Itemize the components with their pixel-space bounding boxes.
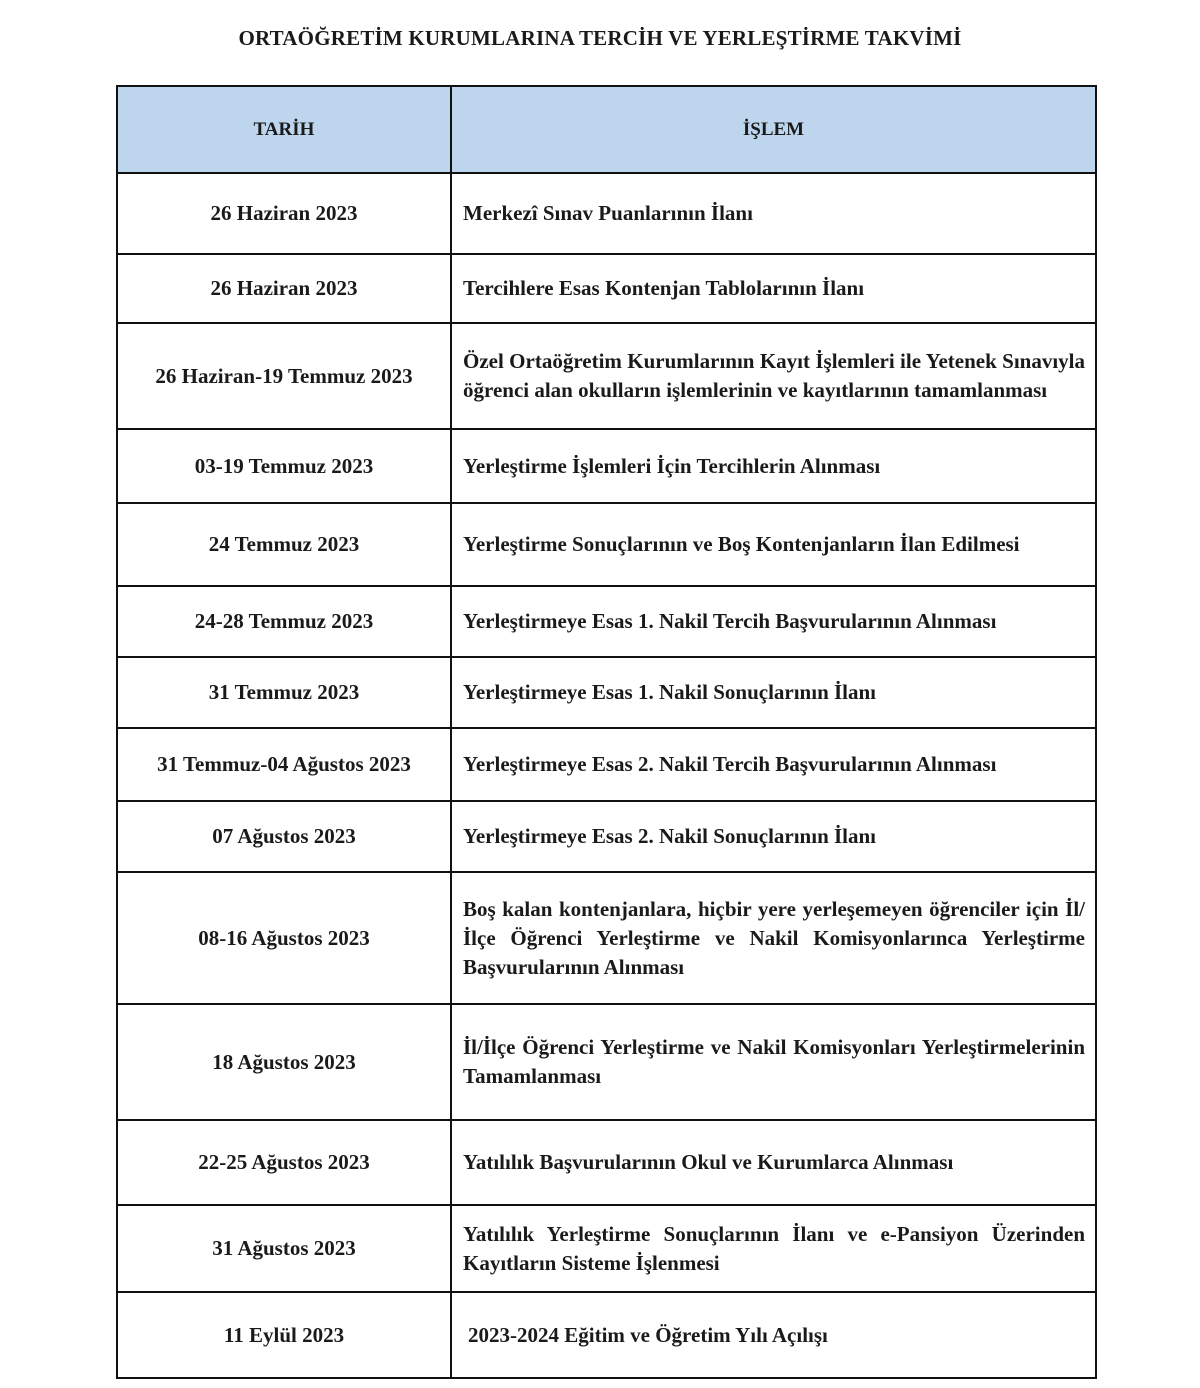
- table-row: [117, 1004, 1096, 1120]
- row-date: 03-19 Temmuz 2023: [117, 429, 451, 503]
- row-date: 31 Ağustos 2023: [117, 1205, 451, 1292]
- row-date: 26 Haziran 2023: [117, 173, 451, 254]
- table-row: [117, 586, 1096, 657]
- row-date: 18 Ağustos 2023: [117, 1004, 451, 1120]
- row-operation: Yatılılık Yerleştirme Sonuçlarının İlanı ve e-Pansiyon Üzerinden Kayıtların Sisteme İşlenmesi: [451, 1205, 1096, 1292]
- table-row: [117, 254, 1096, 323]
- row-date: 07 Ağustos 2023: [117, 801, 451, 872]
- row-date: 11 Eylül 2023: [117, 1292, 451, 1378]
- row-operation: Özel Ortaöğretim Kurumlarının Kayıt İşlemleri ile Yetenek Sınavıyla öğrenci alan okulların işlemlerinin ve kayıtlarının tamamlanması: [451, 323, 1096, 429]
- schedule-table: [116, 85, 1097, 1379]
- row-operation: Merkezî Sınav Puanlarının İlanı: [451, 173, 1096, 254]
- row-date: 31 Temmuz-04 Ağustos 2023: [117, 728, 451, 801]
- row-operation: Yatılılık Başvurularının Okul ve Kurumlarca Alınması: [451, 1120, 1096, 1205]
- row-operation: Yerleştirmeye Esas 2. Nakil Sonuçlarının İlanı: [451, 801, 1096, 872]
- row-operation: Yerleştirmeye Esas 2. Nakil Tercih Başvurularının Alınması: [451, 728, 1096, 801]
- row-date: 22-25 Ağustos 2023: [117, 1120, 451, 1205]
- row-date: 24 Temmuz 2023: [117, 503, 451, 586]
- table-row: [117, 728, 1096, 801]
- row-date: 26 Haziran-19 Temmuz 2023: [117, 323, 451, 429]
- table-row: [117, 503, 1096, 586]
- table-row: [117, 1120, 1096, 1205]
- table-row: [117, 872, 1096, 1004]
- row-operation: Yerleştirmeye Esas 1. Nakil Sonuçlarının İlanı: [451, 657, 1096, 728]
- table-row: [117, 657, 1096, 728]
- row-date: 31 Temmuz 2023: [117, 657, 451, 728]
- table-header-row: [117, 86, 1096, 173]
- table-row: [117, 323, 1096, 429]
- row-date: 08-16 Ağustos 2023: [117, 872, 451, 1004]
- row-operation: Yerleştirmeye Esas 1. Nakil Tercih Başvurularının Alınması: [451, 586, 1096, 657]
- row-operation: İl/İlçe Öğrenci Yerleştirme ve Nakil Komisyonları Yerleştirmelerinin Tamamlanması: [451, 1004, 1096, 1120]
- table-row: [117, 429, 1096, 503]
- table-row: [117, 173, 1096, 254]
- row-operation: Boş kalan kontenjanlara, hiçbir yere yerleşemeyen öğrenciler için İl/İlçe Öğrenci Yerleştirme ve Nakil Komisyonlarınca Yerleştirme Başvurularının Alınması: [451, 872, 1096, 1004]
- row-operation: Yerleştirme İşlemleri İçin Tercihlerin Alınması: [451, 429, 1096, 503]
- row-date: 26 Haziran 2023: [117, 254, 451, 323]
- column-header-date: TARİH: [117, 86, 451, 173]
- document-title: ORTAÖĞRETİM KURUMLARINA TERCİH VE YERLEŞTİRME TAKVİMİ: [238, 26, 962, 50]
- column-header-operation: İŞLEM: [451, 86, 1096, 173]
- table-row: [117, 1292, 1096, 1378]
- row-date: 24-28 Temmuz 2023: [117, 586, 451, 657]
- row-operation: 2023-2024 Eğitim ve Öğretim Yılı Açılışı: [451, 1292, 1096, 1378]
- table-row: [117, 1205, 1096, 1292]
- row-operation: Tercihlere Esas Kontenjan Tablolarının İlanı: [451, 254, 1096, 323]
- row-operation: Yerleştirme Sonuçlarının ve Boş Kontenjanların İlan Edilmesi: [451, 503, 1096, 586]
- table-row: [117, 801, 1096, 872]
